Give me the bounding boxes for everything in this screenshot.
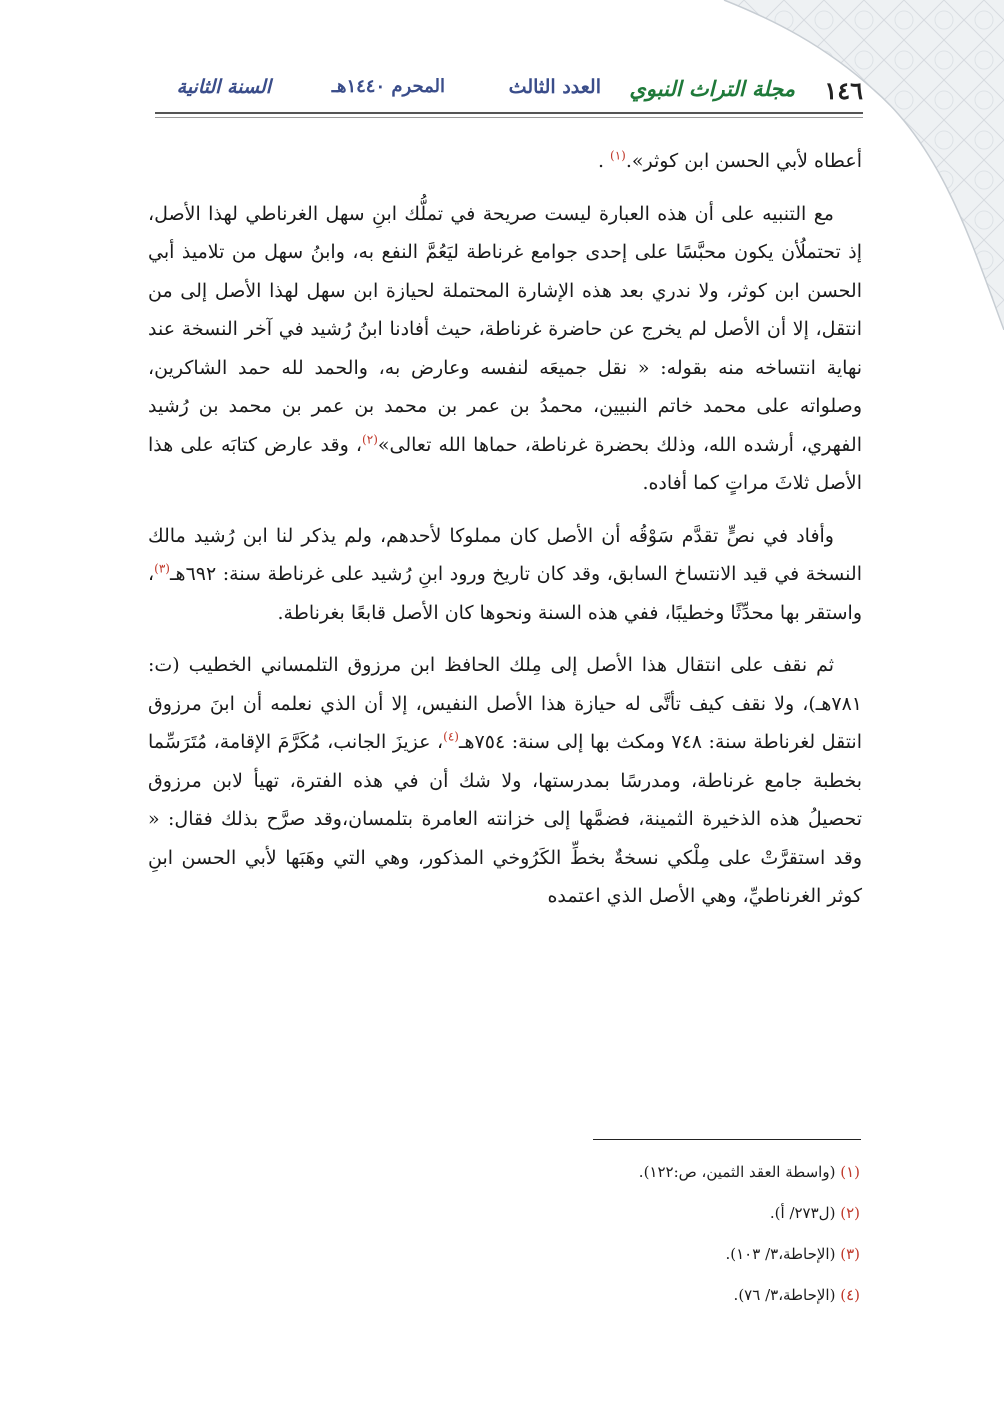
year-label: السنة الثانية [176, 76, 271, 98]
footnote-text: (الإحاطة،٣/ ٧٦). [733, 1286, 836, 1304]
footnotes [400, 1152, 860, 1316]
body-text [148, 142, 862, 930]
footnote [400, 1152, 860, 1193]
date-label: المحرم ١٤٤٠هـ [331, 76, 445, 97]
footnote [400, 1275, 860, 1316]
footnote-text: (الإحاطة،٣/ ١٠٣). [725, 1245, 836, 1263]
footnote-text: (واسطة العقد الثمين، ص:١٢٢). [638, 1163, 836, 1181]
footnote-number: (٣) [840, 1245, 860, 1263]
footnote-number: (١) [840, 1163, 860, 1181]
paragraph: ثم نقف على انتقال هذا الأصل إلى مِلك الحافظ ابن مرزوق التلمساني الخطيب (ت: ٧٨١هـ)، ولا نقف كيف تأتَّى له حيازة هذا الأصل النفيس، إلا أن الذي نعلمه أن ابنَ مرزوق انتقل لغرناطة سنة: ٧٤٨ ومكث بها إلى سنة: ٧٥٤هـ$^{(٤)}$، عزيزَ الجانب، مُكَرَّمَ الإقامة، مُتَرَسِّما بخطبة جامع غرناطة، ومدرسًا بمدرستها، ولا شك أن في هذه الفترة، تهيأ لابن مرزوق تحصيلُ هذه الذخيرة الثمينة، فضمَّها إلى خزانته العامرة بتلمسان،وقد صرَّح بذلك فقال: « وقد استقرَّتْ على مِلْكي نسخةٌ بخطِّ الكَرُوخي المذكور، وهي التي وهَبَها لأبي الحسن ابنِ كوثر الغرناطيِّ، وهي الأصل الذي اعتمده [148, 654, 862, 907]
page-number: ١٤٦ [824, 76, 863, 105]
footnote-ref: (٣) [154, 561, 170, 576]
footnote-number: (٤) [840, 1286, 860, 1304]
header-rule-thin [155, 117, 863, 118]
footnote-number: (٢) [840, 1204, 860, 1222]
footnote-ref: (٢) [362, 432, 378, 447]
paragraph: أعطاه لأبي الحسن ابن كوثر».$^{(١)}$ . [597, 148, 862, 172]
footnote [400, 1234, 860, 1275]
footnote [400, 1193, 860, 1234]
paragraph: وأفاد في نصٍّ تقدَّم سَوْقُه أن الأصل كان مملوكا لأحدهم، ولم يذكر لنا ابن رُشيد مالك النسخة في قيد الانتساخ السابق، وقد كان تاريخ ورود ابنِ رُشيد على غرناطة سنة: ٦٩٢هـ$^{(٣)}$، واستقر بها محدِّثًا وخطيبًا، ففي هذه السنة ونحوها كان الأصل قابعًا بغرناطة. [148, 524, 862, 624]
footnote-ref: (١) [610, 148, 626, 163]
journal-title: مجلة التراث النبوي [629, 76, 795, 101]
paragraph: مع التنبيه على أن هذه العبارة ليست صريحة في تملُّك ابنِ سهل الغرناطي لهذا الأصل، إذ تحتملُأن يكون محبَّسًا على إحدى جوامع غرناطة ليَعُمَّ النفع به، وابنُ سهل من تلاميذ أبي الحسن ابن كوثر، ولا ندري بعد هذه الإشارة المحتملة لحيازة ابن سهل لهذا الأصل إلى من انتقل، إلا أن الأصل لم يخرج عن حاضرة غرناطة، حيث أفادنا ابنُ رُشيد في آخر النسخة عند نهاية انتساخه منه بقوله: « نقل جميعَه لنفسه وعارض به، والحمد لله حمد الشاكرين، وصلواته على محمد خاتم النبيين، محمدُ بن عمر بن محمد بن عمر بن محمد بن رُشيد الفهري، أرشده الله، وذلك بحضرة غرناطة، حماها الله تعالى»$^{(٢)}$، وقد عارض كتابَه على هذا الأصل ثلاثَ مراتٍ كما أفاده. [148, 202, 862, 494]
footnote-text: (ل٢٧٣/ أ). [769, 1204, 836, 1222]
footnote-separator [593, 1139, 861, 1140]
footnote-ref: (٤) [443, 729, 459, 744]
header-rule [155, 112, 863, 114]
issue-label: العدد الثالث [508, 76, 601, 98]
page-header [155, 72, 863, 112]
